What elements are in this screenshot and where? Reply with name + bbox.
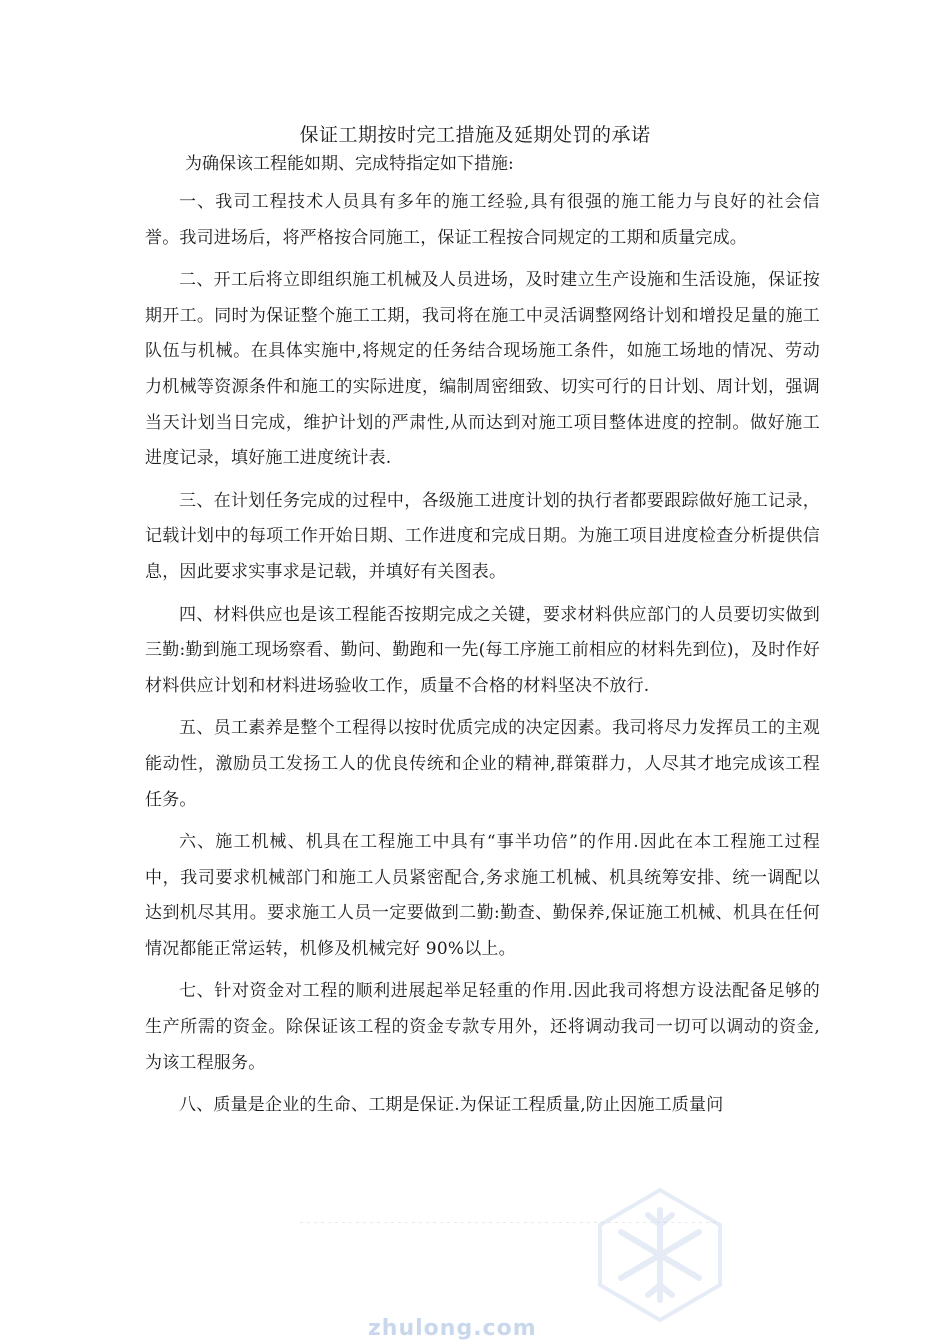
document-intro: 为确保该工程能如期、完成特指定如下措施: xyxy=(185,154,514,174)
paragraph-7: 七、针对资金对工程的顺利进展起举足轻重的作用.因此我司将想方设法配备足够的生产所需的资金。除保证该工程的资金专款专用外，还将调动我司一切可以调动的资金,为该工程服务。 xyxy=(145,981,820,1073)
paragraph-1: 一、我司工程技术人员具有多年的施工经验,具有很强的施工能力与良好的社会信誉。我司进场后，将严格按合同施工，保证工程按合同规定的工期和质量完成。 xyxy=(145,192,820,248)
paragraph-5: 五、员工素养是整个工程得以按时优质完成的决定因素。我司将尽力发挥员工的主观能动性，激励员工发扬工人的优良传统和企业的精神,群策群力，人尽其才地完成该工程任务。 xyxy=(145,718,820,810)
paragraph-2: 二、开工后将立即组织施工机械及人员进场，及时建立生产设施和生活设施，保证按期开工。同时为保证整个施工工期，我司将在施工中灵活调整网络计划和增投足量的施工队伍与机械。在具体实施中,将规定的任务结合现场施工条件，如施工场地的情况、劳动力机械等资源条件和施工的实际进度，编制周密细致、切实可行的日计划、周计划，强调当天计划当日完成，维护计划的严肃性,从而达到对施工项目整体进度的控制。做好施工进度记录，填好施工进度统计表. xyxy=(145,270,820,469)
snowflake-logo-icon xyxy=(580,1180,740,1330)
document-title: 保证工期按时完工措施及延期处罚的承诺 xyxy=(299,124,651,146)
document-body xyxy=(145,185,820,1131)
watermark-text: zhulong.com xyxy=(368,1316,537,1341)
paragraph-8: 八、质量是企业的生命、工期是保证.为保证工程质量,防止因施工质量问 xyxy=(179,1095,724,1116)
paragraph-3: 三、在计划任务完成的过程中，各级施工进度计划的执行者都要跟踪做好施工记录，记载计划中的每项工作开始日期、工作进度和完成日期。为施工项目进度检查分析提供信息，因此要求实事求是记载，并填好有关图表。 xyxy=(145,490,820,582)
paragraph-4: 四、材料供应也是该工程能否按期完成之关键，要求材料供应部门的人员要切实做到三勤:勤到施工现场察看、勤问、勤跑和一先(每工序施工前相应的材料先到位)，及时作好材料供应计划和材料进场验收工作，质量不合格的材料坚决不放行. xyxy=(145,604,820,696)
paragraph-6: 六、施工机械、机具在工程施工中具有“事半功倍”的作用.因此在本工程施工过程中，我司要求机械部门和施工人员紧密配合,务求施工机械、机具统筹安排、统一调配以达到机尽其用。要求施工人员一定要做到二勤:勤查、勤保养,保证施工机械、机具在任何情况都能正常运转，机修及机械完好 90%以上。 xyxy=(145,832,820,959)
